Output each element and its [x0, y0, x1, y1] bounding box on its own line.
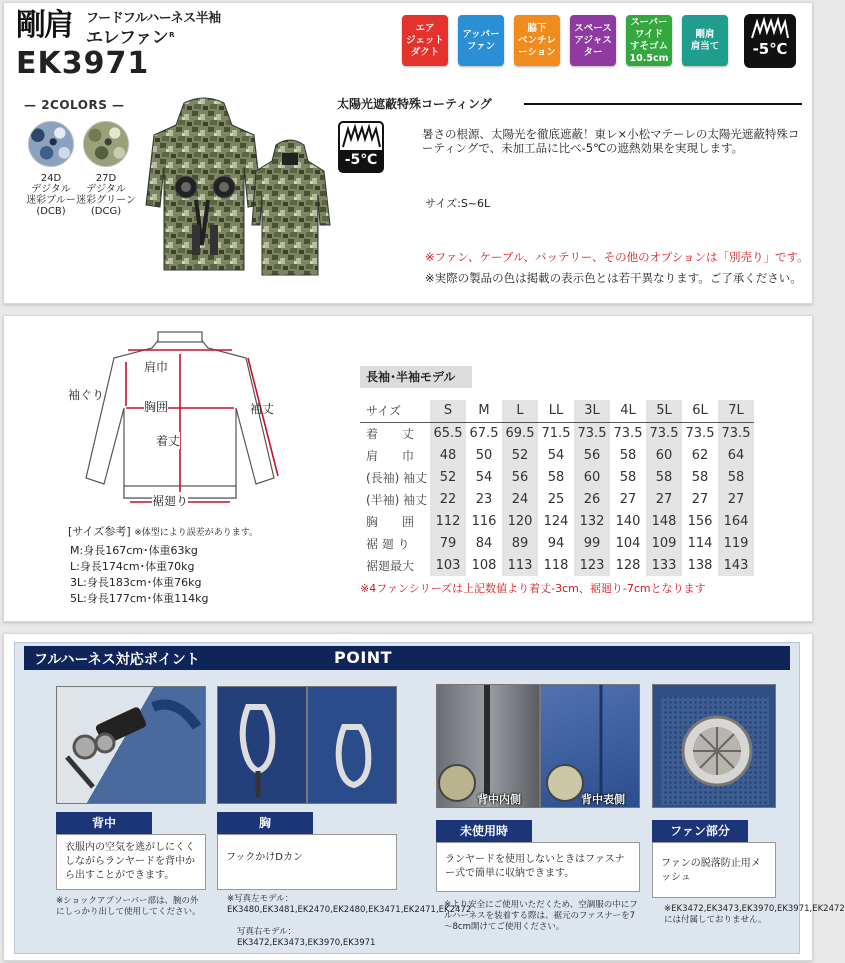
table-cell: 124: [543, 513, 569, 529]
table-cell: 143: [718, 554, 754, 576]
cooling-badge-value: -5℃: [752, 40, 788, 58]
color-swatch-green-camo[interactable]: [83, 121, 129, 167]
table-cell: 25: [547, 491, 565, 507]
size-column-header: 7L: [718, 400, 754, 422]
card-fan-text: ファンの脱落防止用メッシュ: [652, 842, 776, 898]
table-cell: 64: [718, 444, 754, 466]
coating-divider: [524, 103, 802, 105]
card-chest-note-2: 写真右モデル：EK3472,EK3473,EK3970,EK3971: [237, 927, 376, 948]
table-row: [360, 488, 754, 510]
table-cell: 79: [430, 532, 466, 554]
jacket-outline: [60, 328, 300, 508]
table-cell: 73.5: [718, 422, 754, 444]
table-cell: 112: [430, 510, 466, 532]
table-cell: 48: [430, 444, 466, 466]
table-cell: 73.5: [682, 422, 718, 444]
table-cell: 73.5: [610, 422, 646, 444]
card-back-note: ※ショックアブソーバー部は、腕の外にしっかり出して使用してください。: [56, 896, 201, 917]
table-cell: 73.5: [646, 422, 682, 444]
row-label: 裾 廻 り: [366, 536, 410, 551]
table-cell: 58: [619, 469, 637, 485]
table-cell: 62: [691, 447, 709, 463]
label-length: 着丈: [156, 434, 181, 448]
brand-logo: 剛肩: [16, 8, 72, 43]
color-swatch-blue-camo[interactable]: [28, 121, 74, 167]
label-shoulder-width: 肩巾: [144, 360, 169, 374]
table-row: [360, 532, 754, 554]
feature-badges: [402, 15, 728, 66]
fan-mesh-icon: [653, 685, 777, 809]
table-cell: 109: [646, 532, 682, 554]
table-cell: 58: [691, 469, 709, 485]
size-column-header: M: [478, 403, 490, 419]
product-series-name: エレファン$^R$: [86, 28, 175, 48]
lanyard-hook-icon: [57, 687, 207, 805]
caption-back-inside: 背中内側: [477, 793, 521, 806]
table-cell: 84: [475, 535, 493, 551]
points-header-bar: [24, 646, 790, 670]
carabiner-icon: [218, 687, 308, 805]
tag-fan: ファン部分: [652, 820, 748, 842]
table-cell: 123: [574, 554, 610, 576]
table-cell: 113: [502, 554, 538, 576]
table-cell: 94: [547, 535, 565, 551]
table-cell: 54: [547, 447, 565, 463]
size-column-header: 4L: [620, 403, 636, 419]
size-reference-line: 3L:身長183cm･体重76kg: [70, 576, 202, 589]
size-reference-line: M:身長167cm･体重63kg: [70, 544, 198, 557]
table-cell: 58: [547, 469, 565, 485]
table-cell: 52: [502, 444, 538, 466]
size-table: [360, 400, 754, 576]
table-cell: 50: [475, 447, 493, 463]
label-sleeve-length: 袖丈: [250, 402, 275, 416]
card-back-text: 衣服内の空気を逃がしにくくしながらランヤードを背中から出すことができます。: [56, 834, 206, 890]
size-table-note: ※4ファンシリーズは上記数値より着丈-3cm、裾廻り-7cmとなります: [360, 582, 706, 595]
row-label: 裾廻最大: [366, 558, 415, 573]
table-cell: 133: [646, 554, 682, 576]
feature-badge: スペース アジャス ター: [570, 15, 616, 66]
row-label: (半袖) 袖丈: [366, 492, 428, 507]
tag-back: 背中: [56, 812, 152, 834]
table-cell: 54: [475, 469, 493, 485]
size-panel: [3, 315, 813, 622]
size-header-label: サイズ: [366, 404, 402, 419]
row-label: 肩 巾: [366, 448, 415, 463]
table-cell: 140: [615, 513, 641, 529]
photo-back-outside: [540, 684, 640, 808]
photo-back-inside: [436, 684, 540, 808]
table-cell: 138: [687, 557, 713, 573]
size-column-header: S: [430, 400, 466, 422]
card-unused-note: ※より安全にご使用いただくため、空調服の中にフルハーネスを装着する際は、裾元のファスナーを7～8cm開けてご使用ください。: [444, 900, 638, 932]
table-cell: 119: [718, 532, 754, 554]
size-reference-title: [サイズ参考] ※体型により誤差があります。: [68, 525, 259, 538]
tag-chest: 胸: [217, 812, 313, 834]
size-column-header: 3L: [574, 400, 610, 422]
label-hem: 裾廻り: [152, 494, 189, 508]
table-cell: 103: [430, 554, 466, 576]
size-column-header: LL: [548, 403, 564, 419]
feature-badge: アッパー ファン: [458, 15, 504, 66]
product-photo: [144, 95, 330, 281]
coating-badge: [338, 121, 384, 173]
product-header-panel: [3, 2, 813, 304]
table-cell: 23: [475, 491, 493, 507]
size-column-header: 6L: [692, 403, 708, 419]
table-cell: 67.5: [466, 422, 502, 444]
carabiner-icon: [308, 687, 398, 805]
table-cell: 26: [574, 488, 610, 510]
label-armhole: 袖ぐり: [68, 388, 105, 402]
photo-chest-right: [307, 686, 397, 804]
table-cell: 65.5: [430, 422, 466, 444]
table-cell: 27: [619, 491, 637, 507]
harness-points-panel: [3, 633, 845, 961]
table-cell: 114: [687, 535, 713, 551]
feature-badge: 剛肩 肩当て: [682, 15, 728, 66]
photo-fan-mesh: [652, 684, 776, 808]
table-row: [360, 466, 754, 488]
feature-badge: エア ジェット ダクト: [402, 15, 448, 66]
photo-back-lanyard: [56, 686, 206, 804]
card-chest-note: ※写真左モデル：EK3480,EK3481,EK2470,EK2480,EK3471,EK2471,EK2472: [227, 894, 472, 915]
coating-title: 太陽光遮蔽特殊コーティング: [337, 97, 492, 111]
caption-back-outside: 背中表側: [581, 793, 625, 806]
size-reference-line: L:身長174cm･体重70kg: [70, 560, 195, 573]
table-cell: 104: [615, 535, 641, 551]
card-chest-text: フックかけDカン: [217, 834, 397, 890]
table-cell: 132: [574, 510, 610, 532]
tag-unused: 未使用時: [436, 820, 532, 842]
table-cell: 58: [718, 466, 754, 488]
table-row: [360, 554, 754, 576]
table-row: [360, 422, 754, 444]
table-cell: 164: [718, 510, 754, 532]
table-cell: 27: [718, 488, 754, 510]
table-cell: 22: [430, 488, 466, 510]
coating-badge-value: -5℃: [340, 150, 382, 171]
sun-rays-icon: [750, 18, 790, 40]
size-table-title: 長袖･半袖モデル: [360, 366, 472, 388]
row-label: (長袖) 袖丈: [366, 470, 428, 485]
table-cell: 120: [502, 510, 538, 532]
size-reference-line: 5L:身長177cm･体重114kg: [70, 592, 209, 605]
table-cell: 60: [574, 466, 610, 488]
table-cell: 116: [471, 513, 497, 529]
size-range: サイズ:S~6L: [425, 197, 491, 210]
color-label-blue: 24D デジタル 迷彩ブルー (DCB): [26, 173, 76, 217]
label-chest: 胸囲: [144, 400, 169, 414]
measurement-diagram: [60, 328, 300, 508]
card-fan-note: ※EK3472,EK3473,EK3970,EK3971,EK2472には付属しておりません。: [664, 904, 845, 925]
table-cell: 69.5: [502, 422, 538, 444]
table-cell: 27: [646, 488, 682, 510]
table-cell: 148: [646, 510, 682, 532]
feature-badge: 脇下 ベンチレ ーション: [514, 15, 560, 66]
table-row: [360, 444, 754, 466]
table-cell: 128: [615, 557, 641, 573]
photo-chest-left: [217, 686, 307, 804]
trademark-mark: R: [169, 31, 175, 39]
coating-description: 暑さの根源、太陽光を徹底遮蔽！東レ×小松マテーレの太陽光遮蔽特殊コーティングで、未加工品に比べ-5℃の遮熱効果を実現します。: [422, 127, 800, 155]
sun-rays-icon: [340, 123, 382, 150]
size-column-header: 5L: [646, 400, 682, 422]
table-cell: 99: [574, 532, 610, 554]
table-cell: 60: [646, 444, 682, 466]
table-cell: 24: [502, 488, 538, 510]
row-label: 胸 囲: [366, 514, 415, 529]
colors-header: — 2COLORS —: [24, 98, 125, 112]
table-cell: 73.5: [574, 422, 610, 444]
color-disclaimer: ※実際の製品の色は掲載の表示色とは若干異なります。ご了承ください。: [425, 271, 802, 285]
feature-badge: スーパー ワイド すそゴム 10.5cm: [626, 15, 672, 66]
table-cell: 58: [619, 447, 637, 463]
table-cell: 108: [471, 557, 497, 573]
table-cell: 52: [430, 466, 466, 488]
table-cell: 156: [687, 513, 713, 529]
table-cell: 58: [646, 466, 682, 488]
table-cell: 71.5: [538, 422, 574, 444]
size-column-header: L: [502, 400, 538, 422]
options-note: ※ファン、ケーブル、バッテリー、その他のオプションは「別売り」です。: [425, 250, 809, 264]
card-unused-text: ランヤードを使用しないときはファスナー式で簡単に収納できます。: [436, 842, 640, 892]
points-title: フルハーネス対応ポイント: [34, 652, 200, 668]
model-number: EK3971: [16, 46, 150, 81]
table-cell: 56: [574, 444, 610, 466]
color-label-green: 27D デジタル 迷彩グリーン (DCG): [76, 173, 136, 217]
cooling-badge: [744, 14, 796, 68]
row-label: 着 丈: [360, 422, 430, 444]
table-row: [360, 510, 754, 532]
product-subtitle: フードフルハーネス半袖: [86, 11, 221, 26]
table-cell: 118: [543, 557, 569, 573]
table-cell: 27: [691, 491, 709, 507]
table-cell: 56: [502, 466, 538, 488]
points-title-en: POINT: [334, 648, 393, 667]
table-cell: 89: [502, 532, 538, 554]
